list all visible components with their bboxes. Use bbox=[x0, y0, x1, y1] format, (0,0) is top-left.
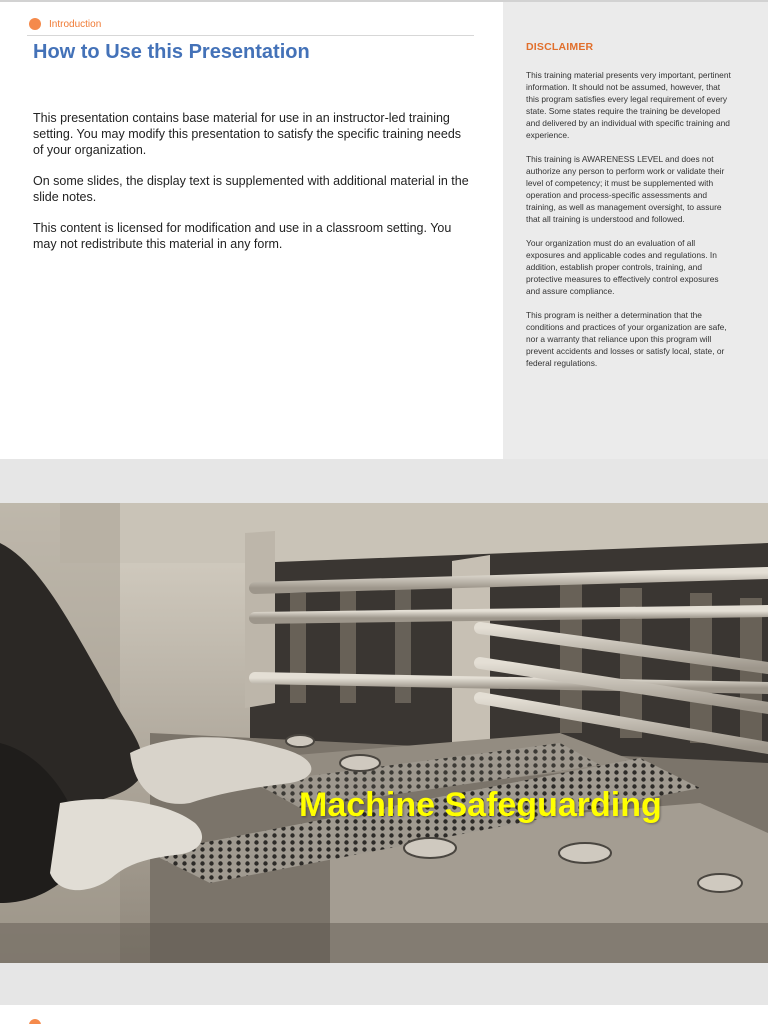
body-paragraph: This content is licensed for modification and use in a classroom setting. You may not redistribute this material in any form. bbox=[33, 221, 452, 251]
breadcrumb-label: Introduction bbox=[49, 18, 102, 30]
disclaimer-paragraph: This training is AWARENESS LEVEL and does not authorize any person to perform work or validate their level of competency; it must be supplemented with operation and process-specific assessments and training, as well as management oversight, to assure that all training is understood and followed. bbox=[526, 154, 725, 224]
bullet-dot-icon bbox=[29, 1019, 41, 1024]
slide-next-partial[interactable] bbox=[0, 1005, 768, 1024]
slide-machine-safeguarding[interactable] bbox=[0, 503, 768, 963]
slide-title: Machine Safeguarding bbox=[299, 786, 662, 824]
slide-how-to-use[interactable] bbox=[0, 2, 768, 459]
machine-safeguarding-photo bbox=[0, 503, 768, 963]
slide-title: How to Use this Presentation bbox=[33, 41, 310, 63]
disclaimer-paragraph: This training material presents very important, pertinent information. It should not be assumed, however, that this program satisfies every legal requirement of every state. Some states require the training be developed and delivered by an individual with specific training and experience. bbox=[526, 70, 731, 140]
bullet-dot-icon bbox=[29, 18, 41, 30]
disclaimer-paragraph: Your organization must do an evaluation of all exposures and applicable codes and regulations. In addition, establish proper controls, training, and protective measures to effectively control exposures and assure compliance. bbox=[526, 238, 719, 296]
disclaimer-heading: DISCLAIMER bbox=[526, 41, 594, 53]
disclaimer-paragraph: This program is neither a determination that the conditions and practices of your organization are safe, nor a warranty that reliance upon this program will prevent accidents and losses or satisfy local, state, or federal regulations. bbox=[526, 310, 727, 368]
body-paragraph: On some slides, the display text is supplemented with additional material in the slide notes. bbox=[33, 174, 469, 204]
header-divider bbox=[27, 35, 474, 36]
slide-body bbox=[33, 110, 473, 267]
disclaimer-panel bbox=[503, 2, 768, 459]
body-paragraph: This presentation contains base material for use in an instructor-led training setting. You may modify this presentation to satisfy the specific training needs of your organization. bbox=[33, 111, 462, 157]
disclaimer-body bbox=[526, 69, 731, 381]
breadcrumb bbox=[29, 17, 101, 31]
